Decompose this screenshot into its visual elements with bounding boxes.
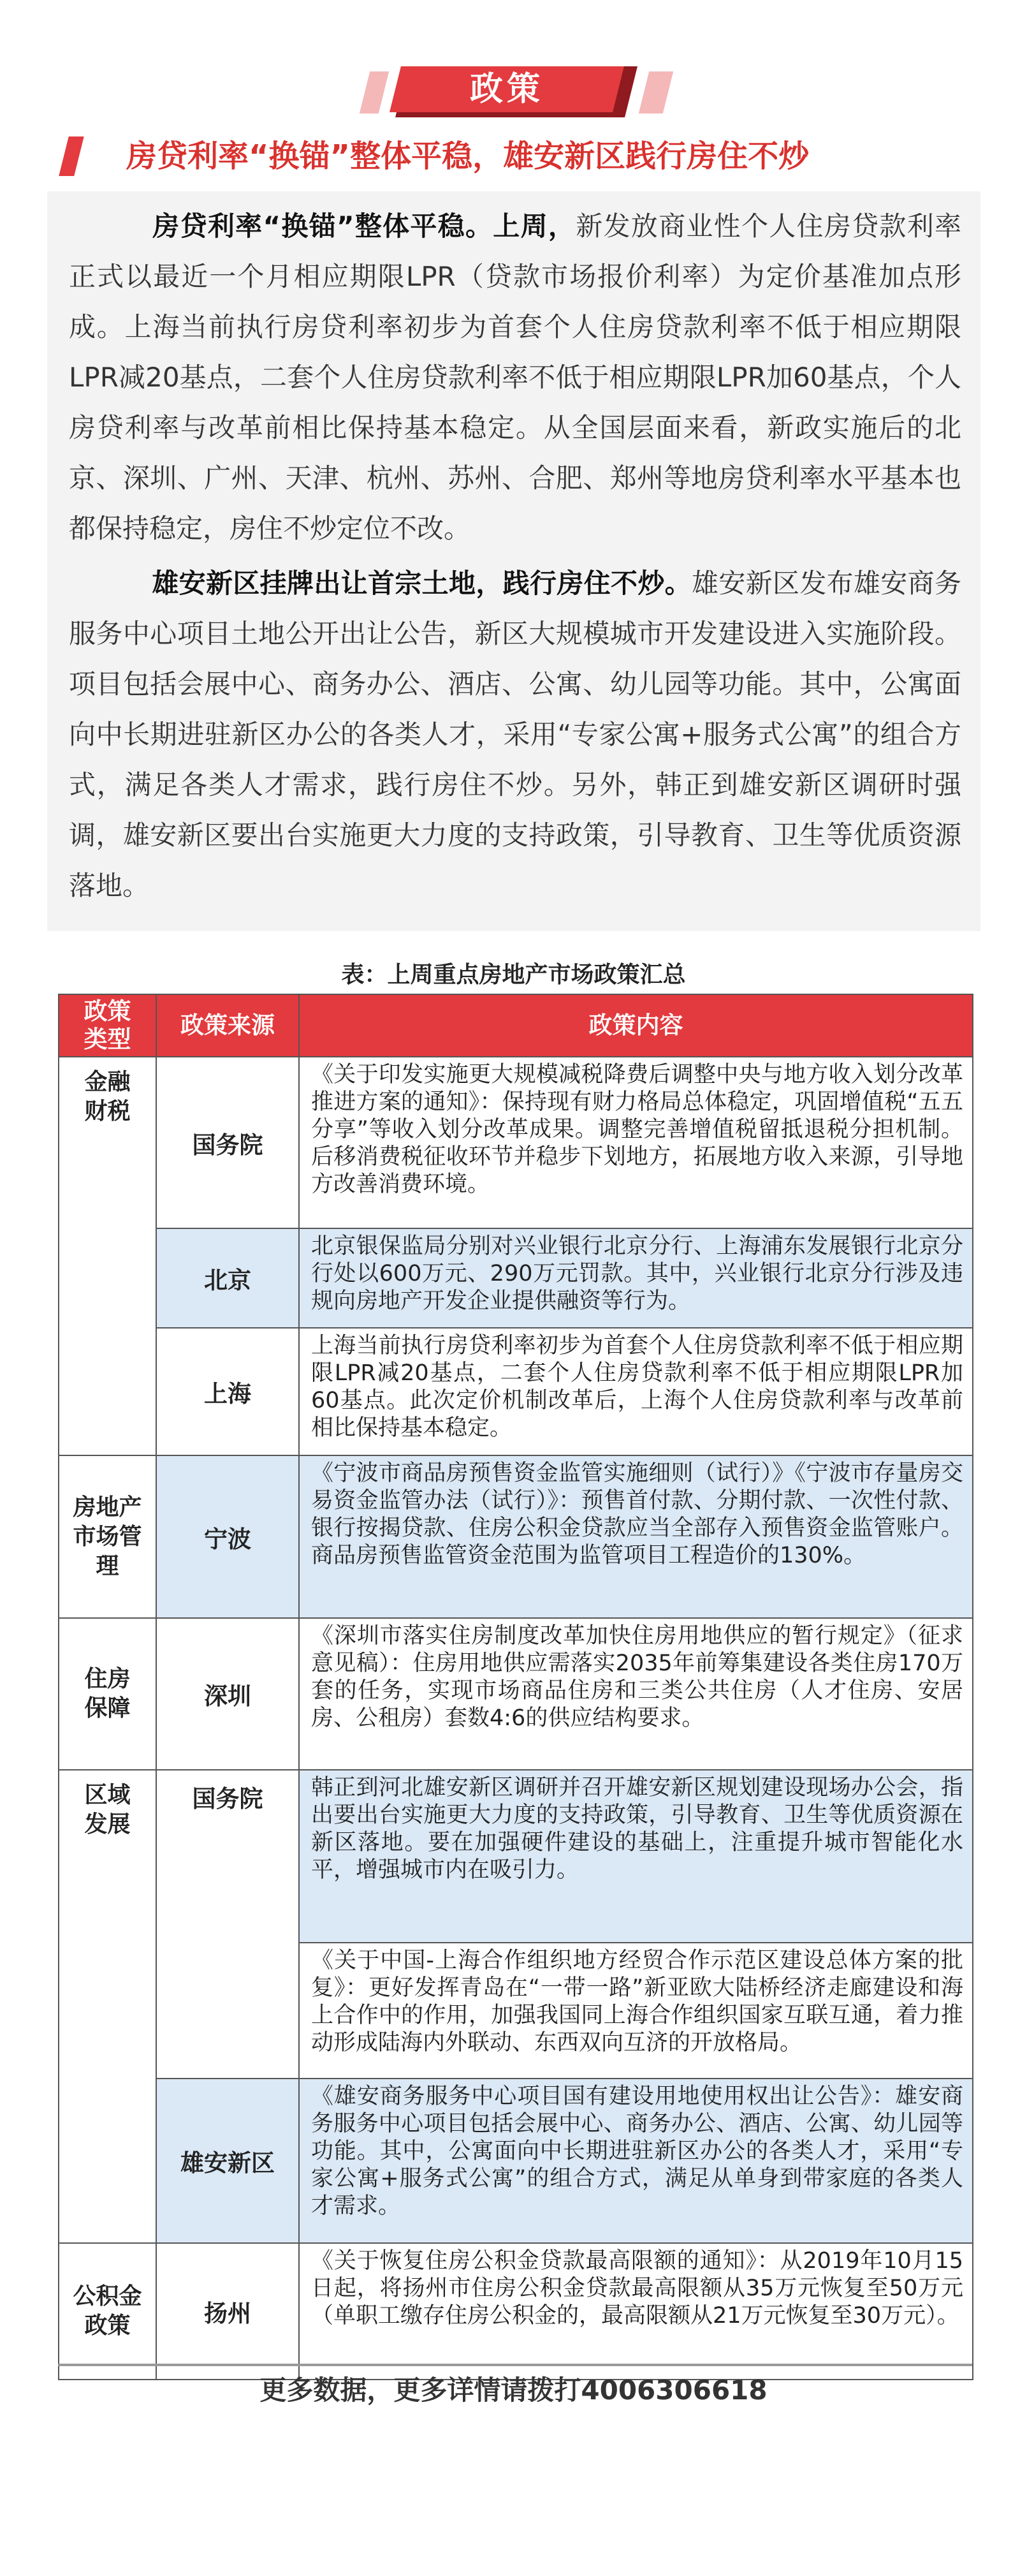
source-cell: 深圳 bbox=[156, 1618, 299, 1770]
content-cell: 《深圳市落实住房制度改革加快住房用地供应的暂行规定》（征求意见稿）：住房用地供应需落实2035年前筹集建设各类住房170万套的任务，实现市场商品住房和三类公共住房（人才住房、安居房、公租房）套数4:6的供应结构要求。 bbox=[299, 1618, 973, 1770]
paragraph-2-body: 雄安新区发布雄安商务服务中心项目土地公开出让公告，新区大规模城市开发建设进入实施阶段。项目包括会展中心、商务办公、酒店、公寓、幼儿园等功能。其中，公寓面向中长期进驻新区办公的各类人才，采用“专家公寓+服务式公寓”的组合方式，满足各类人才需求，践行房住不炒。另外，韩正到雄安新区调研时强调，雄安新区要出台实施更大力度的支持政策，引导教育、卫生等优质资源落地。 bbox=[69, 568, 961, 901]
source-cell: 上海 bbox=[156, 1328, 299, 1455]
type-housing: 住房保障 bbox=[59, 1618, 156, 1770]
paragraph-1-lead: 房贷利率“换锚”整体平稳。上周， bbox=[152, 210, 576, 242]
type-market: 房地产市场管理 bbox=[59, 1455, 156, 1618]
type-finance: 金融财税 bbox=[59, 1057, 156, 1455]
headline bbox=[64, 134, 988, 179]
table-row bbox=[59, 1770, 973, 1943]
table-row bbox=[59, 2079, 973, 2243]
headline-bar bbox=[59, 136, 84, 176]
footer-divider bbox=[58, 2364, 972, 2366]
header-policy-content: 政策内容 bbox=[299, 994, 973, 1057]
content-cell: 《宁波市商品房预售资金监管实施细则（试行）》《宁波市存量房交易资金监管办法（试行）》：预售首付款、分期付款、一次性付款、银行按揭贷款、住房公积金贷款应当全部存入预售资金监管账户。商品房预售监管资金范围为监管项目工程造价的130%。 bbox=[299, 1455, 973, 1618]
content-cell: 韩正到河北雄安新区调研并召开雄安新区规划建设现场办公会，指出要出台实施更大力度的支持政策，引导教育、卫生等优质资源在新区落地。要在加强硬件建设的基础上，注重提升城市智能化水平，增强城市内在吸引力。 bbox=[299, 1770, 973, 1943]
policy-table bbox=[58, 994, 973, 2380]
type-fund: 公积金政策 bbox=[59, 2243, 156, 2380]
content-cell: 《雄安商务服务中心项目国有建设用地使用权出让公告》：雄安商务服务中心项目包括会展中心、商务办公、酒店、公寓、幼儿园等功能。其中，公寓面向中长期进驻新区办公的各类人才，采用“专家公寓+服务式公寓”的组合方式，满足从单身到带家庭的各类人才需求。 bbox=[299, 2079, 973, 2243]
content-cell: 上海当前执行房贷利率初步为首套个人住房贷款利率不低于相应期限LPR减20基点，二套个人住房贷款利率不低于相应期限LPR加60基点。此次定价机制改革后，上海个人住房贷款利率与改革前相比保持基本稳定。 bbox=[299, 1328, 973, 1455]
content-cell: 《关于恢复住房公积金贷款最高限额的通知》：从2019年10月15日起，将扬州市住房公积金贷款最高限额从35万元恢复至50万元（单职工缴存住房公积金的，最高限额从21万元恢复至30万元）。 bbox=[299, 2243, 973, 2380]
table-caption: 表：上周重点房地产市场政策汇总 bbox=[341, 962, 686, 988]
summary-paragraph-1 bbox=[69, 201, 961, 554]
source-cell: 国务院 bbox=[156, 1057, 299, 1228]
table-row bbox=[59, 1328, 973, 1455]
tag-decoration-left bbox=[360, 71, 389, 114]
header-policy-type: 政策类型 bbox=[59, 994, 156, 1057]
paragraph-1-body: 新发放商业性个人住房贷款利率正式以最近一个月相应期限LPR（贷款市场报价利率）为定价基准加点形成。上海当前执行房贷利率初步为首套个人住房贷款利率不低于相应期限LPR减20基点，二套个人住房贷款利率不低于相应期限LPR加60基点，个人房贷利率与改革前相比保持基本稳定。从全国层面来看，新政实施后的北京、深圳、广州、天津、杭州、苏州、合肥、郑州等地房贷利率水平基本也都保持稳定，房住不炒定位不改。 bbox=[69, 210, 961, 544]
paragraph-2-lead: 雄安新区挂牌出让首宗土地，践行房住不炒。 bbox=[152, 568, 692, 599]
source-cell: 雄安新区 bbox=[156, 2079, 299, 2243]
headline-text: 房贷利率“换锚”整体平稳，雄安新区践行房住不炒 bbox=[126, 138, 810, 174]
summary-paragraph-2 bbox=[69, 558, 961, 911]
content-cell: 《关于中国-上海合作组织地方经贸合作示范区建设总体方案的批复》：更好发挥青岛在“一带一路”新亚欧大陆桥经济走廊建设和海上合作中的作用，加强我国同上海合作组织国家互联互通，着力推动形成陆海内外联动、东西双向互济的开放格局。 bbox=[299, 1943, 973, 2079]
content-cell: 《关于印发实施更大规模减税降费后调整中央与地方收入划分改革推进方案的通知》：保持现有财力格局总体稳定，巩固增值税“五五分享”等收入划分改革成果。调整完善增值税留抵退税分担机制。后移消费税征收环节并稳步下划地方，拓展地方收入来源，引导地方改善消费环境。 bbox=[299, 1057, 973, 1228]
table-row bbox=[59, 1228, 973, 1328]
source-cell: 北京 bbox=[156, 1228, 299, 1328]
section-tag-label: 政策 bbox=[390, 66, 624, 112]
footer-contact: 更多数据，更多详情请拨打4006306618 bbox=[259, 2374, 768, 2406]
table-row bbox=[59, 1618, 973, 1770]
source-cell: 宁波 bbox=[156, 1455, 299, 1618]
source-cell: 扬州 bbox=[156, 2243, 299, 2380]
table-row bbox=[59, 1455, 973, 1618]
table-row bbox=[59, 2243, 973, 2380]
header-policy-source: 政策来源 bbox=[156, 994, 299, 1057]
tag-decoration-right bbox=[639, 71, 673, 114]
source-cell: 国务院 bbox=[156, 1770, 299, 2079]
type-region: 区域发展 bbox=[59, 1770, 156, 2243]
table-header-row bbox=[59, 994, 973, 1057]
content-cell: 北京银保监局分别对兴业银行北京分行、上海浦东发展银行北京分行处以600万元、290万元罚款。其中，兴业银行北京分行涉及违规向房地产开发企业提供融资等行为。 bbox=[299, 1228, 973, 1328]
section-tag bbox=[395, 66, 632, 117]
table-row bbox=[59, 1057, 973, 1228]
